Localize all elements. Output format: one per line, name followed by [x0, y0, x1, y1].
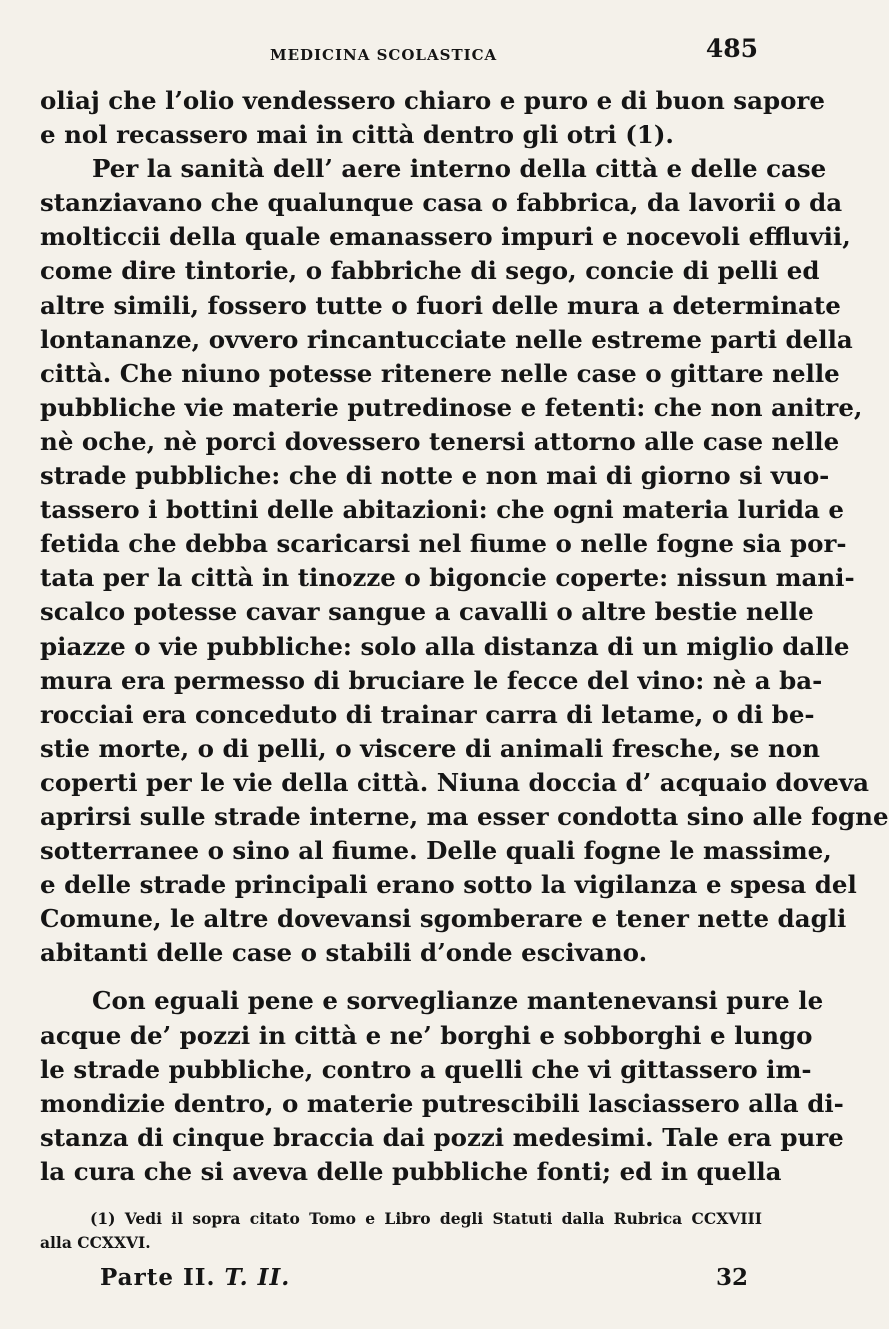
- text-line: stanza di cinque braccia dai pozzi medesimi. Tale era pure: [40, 1122, 844, 1152]
- page-footer: [0, 1262, 800, 1302]
- text-line: e nol recassero mai in città dentro gli otri (1).: [40, 120, 674, 150]
- text-line: coperti per le vie della città. Niuna doccia d’ acquaio doveva: [40, 767, 869, 797]
- text-line: stie morte, o di pelli, o viscere di animali fresche, se non: [40, 733, 820, 763]
- text-line: nè oche, nè porci dovessero tenersi attorno alle case nelle: [40, 426, 840, 456]
- text-line: le strade pubbliche, contro a quelli che vi gittassero im-: [40, 1054, 812, 1084]
- paragraph: [40, 84, 825, 152]
- paragraph: [40, 152, 889, 970]
- volume-label: T. II.: [224, 1264, 291, 1291]
- text-line: oliaj che l’olio vendessero chiaro e puro e di buon sapore: [40, 86, 825, 115]
- text-line: la cura che si aveva delle pubbliche fonti; ed in quella: [40, 1156, 782, 1186]
- text-line: pubbliche vie materie putredinose e fetenti: che non anitre,: [40, 392, 863, 422]
- paragraph: [40, 984, 844, 1189]
- signature-mark: [100, 1264, 290, 1291]
- text-line: Comune, le altre dovevansi sgomberare e tener nette dagli: [40, 904, 847, 934]
- paragraph-gap: [40, 970, 762, 984]
- text-line: molticcii della quale emanassero impuri e nocevoli effluvii,: [40, 222, 851, 252]
- text-line: tata per la città in tinozze o bigoncie coperte: nissun mani-: [40, 563, 855, 593]
- page-number: 485: [705, 34, 758, 63]
- text-line: Per la sanità dell’ aere interno della città e delle case: [92, 154, 827, 184]
- text-line: rocciai era conceduto di trainar carra di letame, o di be-: [40, 699, 815, 729]
- text-line: abitanti delle case o stabili d’onde escivano.: [40, 938, 648, 968]
- text-line: aprirsi sulle strade interne, ma esser condotta sino alle fogne: [40, 801, 889, 831]
- footnote: [40, 1207, 762, 1255]
- text-line: stanziavano che qualunque casa o fabbrica, da lavorii o da: [40, 188, 843, 218]
- text-line: città. Che niuno potesse ritenere nelle case o gittare nelle: [40, 358, 840, 388]
- text-line: scalco potesse cavar sangue a cavalli o altre bestie nelle: [40, 597, 814, 627]
- running-title: MEDICINA SCOLASTICA: [270, 46, 498, 64]
- text-line: acque de’ pozzi in città e ne’ borghi e sobborghi e lungo: [40, 1020, 813, 1050]
- body-text: [40, 84, 889, 1189]
- page-header: [0, 32, 800, 72]
- text-line: Con eguali pene e sorveglianze mantenevansi pure le: [92, 986, 824, 1016]
- text-line: strade pubbliche: che di notte e non mai di giorno si vuo-: [40, 461, 830, 491]
- text-line: e delle strade principali erano sotto la vigilanza e spesa del: [40, 870, 857, 900]
- text-line: fetida che debba scaricarsi nel fiume o nelle fogne sia por-: [40, 529, 847, 559]
- part-label: Parte II.: [100, 1264, 216, 1291]
- text-line: mura era permesso di bruciare le fecce del vino: nè a ba-: [40, 665, 823, 695]
- text-line: come dire tintorie, o fabbriche di sego, concie di pelli ed: [40, 256, 820, 286]
- text-line: lontananze, ovvero rincantucciate nelle estreme parti della: [40, 324, 853, 354]
- signature-number: 32: [715, 1264, 748, 1291]
- text-line: altre simili, fossero tutte o fuori delle mura a determinate: [40, 290, 841, 320]
- text-line: tassero i bottini delle abitazioni: che ogni materia lurida e: [40, 495, 845, 525]
- footnote-line: (1) Vedi il sopra citato Tomo e Libro degli Statuti dalla Rubrica CCXVIII: [90, 1209, 762, 1228]
- text-line: mondizie dentro, o materie putrescibili lasciassero alla di-: [40, 1088, 844, 1118]
- footnote-line: alla CCXXVI.: [40, 1233, 151, 1252]
- text-line: sotterranee o sino al fiume. Delle quali fogne le massime,: [40, 836, 832, 866]
- text-line: piazze o vie pubbliche: solo alla distanza di un miglio dalle: [40, 631, 850, 661]
